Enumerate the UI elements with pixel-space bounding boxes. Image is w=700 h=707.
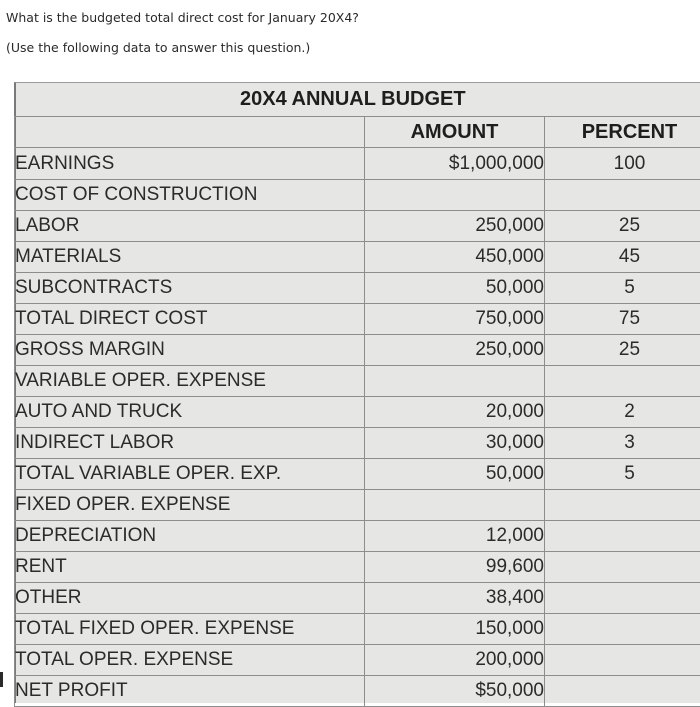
- row-amount: 250,000: [365, 335, 545, 366]
- row-percent: 5: [545, 273, 700, 304]
- table-row: [15, 645, 700, 676]
- row-percent: 3: [545, 428, 700, 459]
- row-percent: 25: [545, 335, 700, 366]
- row-percent: [545, 552, 700, 583]
- table-row: [15, 335, 700, 366]
- row-amount: [365, 180, 545, 211]
- table-row: [15, 397, 700, 428]
- row-amount: 750,000: [365, 304, 545, 335]
- row-percent: 45: [545, 242, 700, 273]
- row-label: VARIABLE OPER. EXPENSE: [15, 366, 365, 397]
- row-label: FIXED OPER. EXPENSE: [15, 490, 365, 521]
- table-row: [15, 211, 700, 242]
- row-percent: [545, 366, 700, 397]
- table-row: [15, 428, 700, 459]
- row-amount: 50,000: [365, 273, 545, 304]
- row-label: INDIRECT LABOR: [15, 428, 365, 459]
- row-amount: 450,000: [365, 242, 545, 273]
- instruction-note: (Use the following data to answer this question.): [6, 40, 310, 55]
- table-row: [15, 366, 700, 397]
- row-label: RENT: [15, 552, 365, 583]
- row-label: GROSS MARGIN: [15, 335, 365, 366]
- row-amount: 20,000: [365, 397, 545, 428]
- row-percent: [545, 583, 700, 614]
- row-label: EARNINGS: [15, 148, 365, 180]
- table-row: [15, 521, 700, 552]
- row-label: LABOR: [15, 211, 365, 242]
- table-row: [15, 614, 700, 645]
- row-percent: [545, 676, 700, 707]
- row-amount: 30,000: [365, 428, 545, 459]
- row-label: SUBCONTRACTS: [15, 273, 365, 304]
- row-percent: 75: [545, 304, 700, 335]
- divider: [0, 672, 3, 687]
- row-amount: $1,000,000: [365, 148, 545, 180]
- table-row: [15, 273, 700, 304]
- row-percent: 100: [545, 148, 700, 180]
- row-label: MATERIALS: [15, 242, 365, 273]
- amount-header: AMOUNT: [365, 117, 545, 148]
- row-label: AUTO AND TRUCK: [15, 397, 365, 428]
- budget-title: 20X4 ANNUAL BUDGET: [14, 88, 700, 111]
- table-row: [15, 180, 700, 211]
- table-row: [15, 676, 700, 707]
- row-percent: [545, 180, 700, 211]
- table-row: [15, 490, 700, 521]
- header-row: [15, 117, 700, 148]
- row-amount: 99,600: [365, 552, 545, 583]
- row-label: TOTAL OPER. EXPENSE: [15, 645, 365, 676]
- table-row: [15, 242, 700, 273]
- question-text: What is the budgeted total direct cost for January 20X4?: [6, 10, 359, 25]
- row-label: TOTAL DIRECT COST: [15, 304, 365, 335]
- row-amount: 12,000: [365, 521, 545, 552]
- row-amount: 38,400: [365, 583, 545, 614]
- row-amount: 250,000: [365, 211, 545, 242]
- row-percent: [545, 490, 700, 521]
- percent-header: PERCENT: [545, 117, 700, 148]
- row-percent: [545, 521, 700, 552]
- row-label: TOTAL FIXED OPER. EXPENSE: [15, 614, 365, 645]
- row-percent: 5: [545, 459, 700, 490]
- row-amount: [365, 490, 545, 521]
- row-amount: 150,000: [365, 614, 545, 645]
- row-amount: 200,000: [365, 645, 545, 676]
- row-percent: [545, 645, 700, 676]
- table-row: [15, 459, 700, 490]
- table-row: [15, 148, 700, 180]
- budget-table: [14, 116, 700, 707]
- row-percent: 25: [545, 211, 700, 242]
- table-row: [15, 583, 700, 614]
- row-amount: $50,000: [365, 676, 545, 707]
- row-label: COST OF CONSTRUCTION: [15, 180, 365, 211]
- table-row: [15, 304, 700, 335]
- row-label: NET PROFIT: [15, 676, 365, 707]
- table-row: [15, 552, 700, 583]
- row-percent: 2: [545, 397, 700, 428]
- row-amount: [365, 366, 545, 397]
- row-label: OTHER: [15, 583, 365, 614]
- row-amount: 50,000: [365, 459, 545, 490]
- row-label: TOTAL VARIABLE OPER. EXP.: [15, 459, 365, 490]
- row-percent: [545, 614, 700, 645]
- row-label: DEPRECIATION: [15, 521, 365, 552]
- label-header: [15, 117, 365, 148]
